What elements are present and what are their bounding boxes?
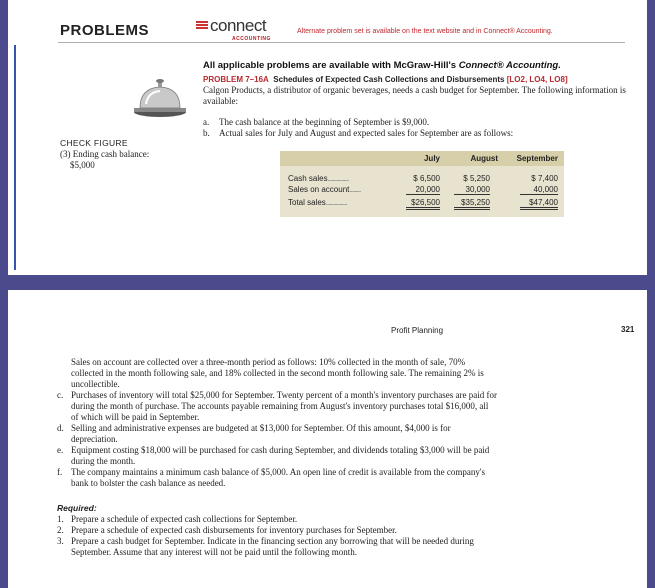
item-marker: 3.: [57, 536, 64, 546]
connect-logo: [196, 16, 271, 42]
continuation-paragraph: Sales on account are collected over a three-month period as follows: 10% collected in the month of sale, 70% collected in the month following sale, and 18% collected in the second month following sale. The remaining 2% is uncollectible.: [71, 357, 484, 389]
table-cell: $ 5,250: [463, 174, 490, 183]
check-figure-line1: (3) Ending cash balance:: [60, 149, 150, 159]
item-marker: 2.: [57, 525, 64, 535]
item-text: Selling and administrative expenses are budgeted at $13,000 for September. Of this amount, $4,000 is for depreciation.: [71, 423, 451, 444]
row-label: Sales on account.........: [288, 185, 361, 194]
column-header: August: [470, 154, 498, 163]
item-text: Purchases of inventory will total $25,000 for September. Twenty percent of a month's inventory purchases are paid for during the month of purchase. The accounts payable remaining from August's inventory purchases total $16,000, all of which will be paid in September.: [71, 390, 497, 422]
item-text: Prepare a cash budget for September. Indicate in the financing section any borrowing that will be needed during September. Assume that any interest will not be paid until the following month.: [71, 536, 474, 557]
item-text: The cash balance at the beginning of September is $9,000.: [219, 117, 430, 127]
item-marker: c.: [57, 390, 64, 400]
applicable-italic: Connect® Accounting.: [458, 60, 561, 71]
table-row: [288, 185, 564, 195]
item-text: Prepare a schedule of expected cash collections for September.: [71, 514, 298, 524]
problem-body: [57, 357, 497, 558]
item-marker: a.: [203, 117, 210, 127]
row-label: Cash sales.................: [288, 174, 349, 183]
list-item: [203, 117, 513, 128]
list-item: [57, 423, 497, 445]
problem-heading: [203, 74, 643, 107]
item-text: Prepare a schedule of expected cash disbursements for inventory purchases for September.: [71, 525, 397, 535]
list-item: [57, 467, 497, 489]
check-figure: [60, 138, 149, 171]
alternate-note: Alternate problem set is available on the text website and in Connect® Accounting.: [297, 28, 553, 35]
learning-objectives: [LO2, LO4, LO8]: [506, 75, 568, 84]
problem-label: PROBLEM 7–16A: [203, 75, 269, 84]
check-figure-heading: CHECK FIGURE: [60, 138, 128, 148]
table-cell: 40,000: [520, 185, 558, 195]
table-row: [288, 174, 564, 184]
problem-intro: Calgon Products, a distributor of organic beverages, needs a cash budget for September. The following information is available:: [203, 85, 626, 106]
page-number: 321: [621, 325, 635, 334]
table-cell: $47,400: [520, 198, 558, 210]
item-marker: b.: [203, 128, 210, 138]
applicable-prefix: All applicable problems are available with McGraw-Hill's: [203, 60, 459, 71]
connect-logo-word: connect: [210, 16, 267, 35]
required-item: [57, 536, 497, 558]
table-header: [280, 151, 564, 166]
problem-items: [203, 117, 513, 139]
table-row: [288, 198, 564, 208]
item-text: Actual sales for July and August and expected sales for September are as follows:: [219, 128, 514, 138]
list-item: [203, 128, 513, 139]
sales-table: [280, 151, 564, 217]
margin-bar: [14, 45, 16, 270]
required-heading: Required:: [57, 503, 97, 513]
table-cell: 20,000: [406, 185, 440, 195]
connect-logo-icon: [196, 20, 208, 30]
item-marker: 1.: [57, 514, 64, 524]
list-item: [57, 390, 497, 423]
item-text: Equipment costing $18,000 will be purchased for cash during September, and dividends totaling $3,000 will be paid during the month.: [71, 445, 490, 466]
connect-logo-sub: ACCOUNTING: [232, 36, 271, 42]
table-cell: 30,000: [454, 185, 490, 195]
check-figure-line2: $5,000: [70, 160, 95, 170]
running-header: Profit Planning: [391, 326, 444, 335]
table-cell: $26,500: [406, 198, 440, 210]
table-cell: $ 6,500: [413, 174, 440, 183]
item-marker: f.: [57, 467, 63, 477]
table-cell: $ 7,400: [531, 174, 558, 183]
header-divider: [58, 42, 625, 43]
table-cell: $35,250: [454, 198, 490, 210]
problem-title: Schedules of Expected Cash Collections and Disbursements: [273, 75, 505, 84]
item-text: The company maintains a minimum cash balance of $5,000. An open line of credit is available from the company's bank to bolster the cash balance as needed.: [71, 467, 486, 488]
row-label: Total sales.................: [288, 198, 347, 207]
textbook-page-top: [8, 0, 647, 275]
textbook-page-bottom: [8, 290, 647, 588]
column-header: September: [516, 154, 558, 163]
item-marker: d.: [57, 423, 64, 433]
applicable-line: [203, 60, 561, 71]
required-item: [57, 514, 497, 525]
list-item: [57, 445, 497, 467]
item-marker: e.: [57, 445, 64, 455]
column-header: July: [423, 154, 440, 163]
required-item: [57, 525, 497, 536]
service-bell-icon: [130, 78, 188, 118]
section-title: PROBLEMS: [60, 22, 150, 39]
